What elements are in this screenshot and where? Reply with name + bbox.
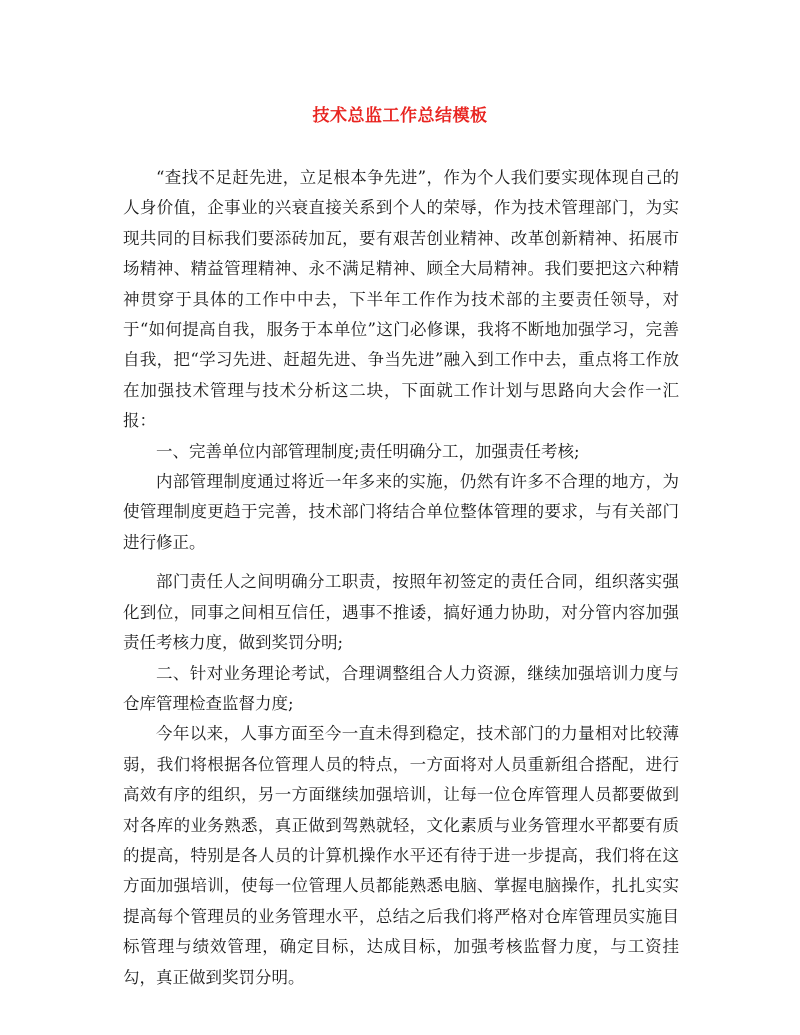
paragraph-management-system: 内部管理制度通过将近一年多来的实施，仍然有许多不合理的地方，为使管理制度更趋于完善，技术部门将结合单位整体管理的要求，与有关部门进行修正。 [123,472,679,552]
paragraph-intro: “查找不足赶先进，立足根本争先进”，作为个人我们要实现体现自己的人身价值，企事业的兴衰直接关系到个人的荣辱，作为技术管理部门，为实现共同的目标我们要添砖加瓦，要有艰苦创业精神、改革创新精神、拓展市场精神、精益管理精神、永不满足精神、顾全大局精神。我们要把这六种精神贯穿于具体的工作中中去，下半年工作作为技术部的主要责任领导，对于“如何提高自我，服务于本单位”这门必修课，我将不断地加强学习，完善自我，把“学习先进、赶超先进、争当先进”融入到工作中去，重点将工作放在加强技术管理与技术分析这二块，下面就工作计划与思路向大会作一汇报： [123,168,679,431]
paragraph-heading-one: 一、完善单位内部管理制度;责任明确分工，加强责任考核; [156,441,580,461]
paragraph-responsibility: 部门责任人之间明确分工职责，按照年初签定的责任合同，组织落实强化到位，同事之间相互信任，遇事不推诿，搞好通力协助，对分管内容加强责任考核力度，做到奖罚分明; [123,572,679,653]
document-body [123,163,679,993]
paragraph-heading-two: 二、针对业务理论考试，合理调整组合人力资源，继续加强培训力度与仓库管理检查监督力度; [123,663,679,713]
document-title: 技术总监工作总结模板 [312,106,488,126]
paragraph-training: 今年以来，人事方面至今一直未得到稳定，技术部门的力量相对比较薄弱，我们将根据各位管理人员的特点，一方面将对人员重新组合搭配，进行高效有序的组织，另一方面继续加强培训，让每一位仓库管理人员都要做到对各库的业务熟悉，真正做到驾熟就轻，文化素质与业务管理水平都要有质的提高，特别是各人员的计算机操作水平还有待于进一步提高，我们将在这方面加强培训，使每一位管理人员都能熟悉电脑、掌握电脑操作，扎扎实实提高每个管理员的业务管理水平，总结之后我们将严格对仓库管理员实施目标管理与绩效管理，确定目标，达成目标，加强考核监督力度，与工资挂勾，真正做到奖罚分明。 [123,724,679,987]
